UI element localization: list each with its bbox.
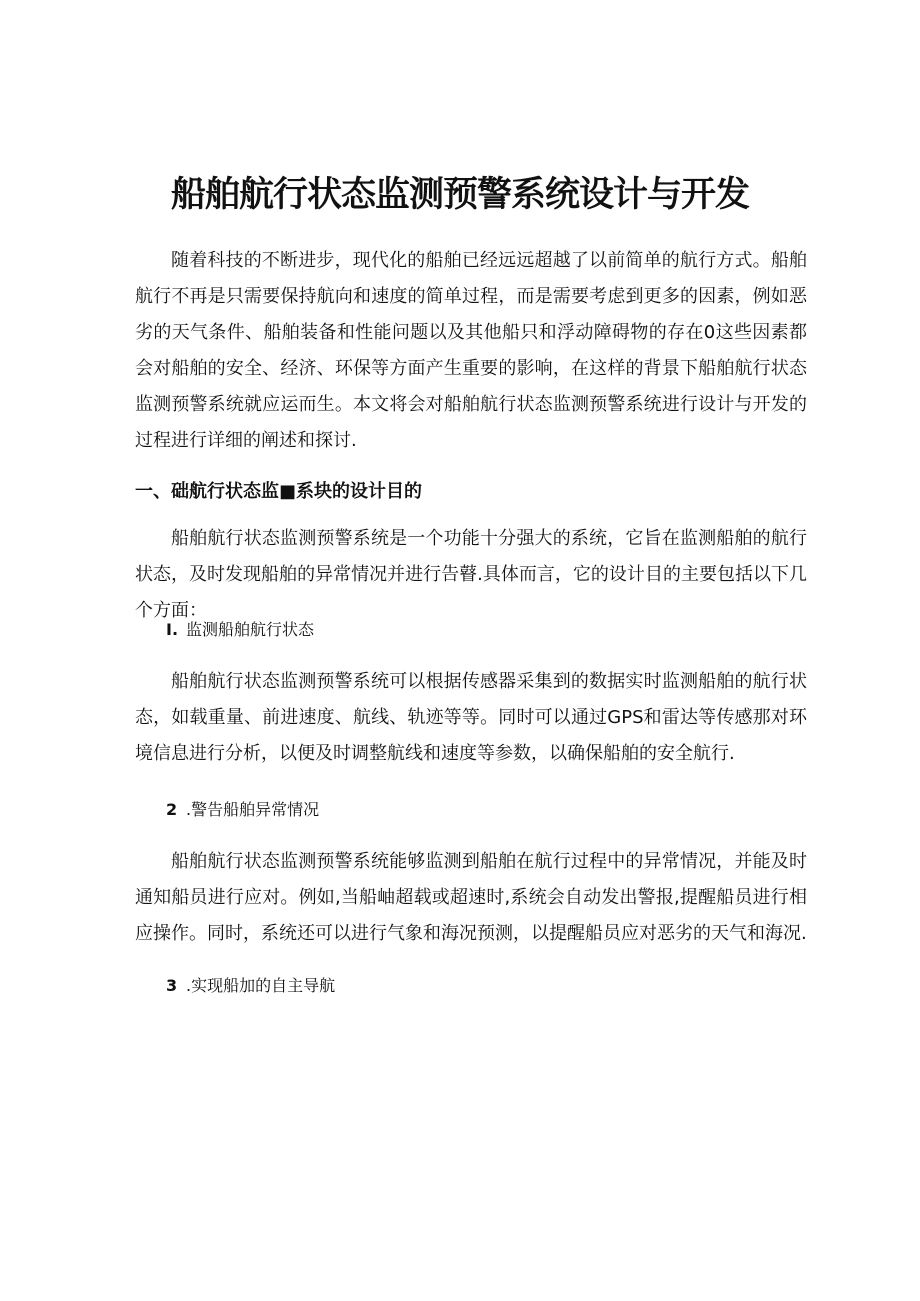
item-1-heading [166,616,314,644]
item-3-title: .实现船加的自主导航 [186,976,336,995]
section-1-heading: 一、础航行状态监■系块的设计目的 [135,481,423,502]
section-1-paragraph: 船舶航行状态监测预警系统是一个功能十分强大的系统，它旨在监测船舶的航行状态，及时发现船舶的异常情况并进行告瞽.具体而言，它的设计目的主要包括以下几个方面： [135,528,807,621]
item-2-number: 2 [166,800,178,819]
item-1-number: I. [166,620,179,639]
item-2-title: .警告船舶异常情况 [186,800,320,819]
document-title: 船舶航行状态监测预警系统设计与开发 [170,175,749,215]
item-2-heading [166,796,319,824]
item-1-paragraph: 船舶航行状态监测预警系统可以根据传感器采集到的数据实时监测船舶的航行状态，如载重量、前进速度、航线、轨迹等等。同时可以通过GPS和雷达等传感那对环境信息进行分析，以便及时调整航线和速度等参数，以确保船舶的安全航行. [135,671,807,764]
item-1-title: 监测船舶航行状态 [186,620,315,639]
item-2-paragraph: 船舶航行状态监测预警系统能够监测到船舶在航行过程中的异常情况，并能及时通知船员进行应对。例如,当船岫超载或超速时,系统会自动发出警报,提醒船员进行相应操作。同时，系统还可以进行气象和海况预测，以提醒船员应对恶劣的天气和海况. [135,851,807,944]
intro-paragraph: 随着科技的不断进步，现代化的船舶已经远远超越了以前简单的航行方式。船舶航行不再是只需要保持航向和速度的简单过程，而是需要考虑到更多的因素，例如恶劣的天气条件、船舶装备和性能问题以及其他船只和浮动障碍物的存在0这些因素都会对船舶的安全、经济、环保等方面产生重要的影响，在这样的背景下船舶航行状态监测预警系统就应运而生。本文将会对船舶航行状态监测预警系统进行设计与开发的过程进行详细的阐述和探讨. [135,250,807,451]
item-3-heading [166,972,335,1000]
item-3-number: 3 [166,976,178,995]
